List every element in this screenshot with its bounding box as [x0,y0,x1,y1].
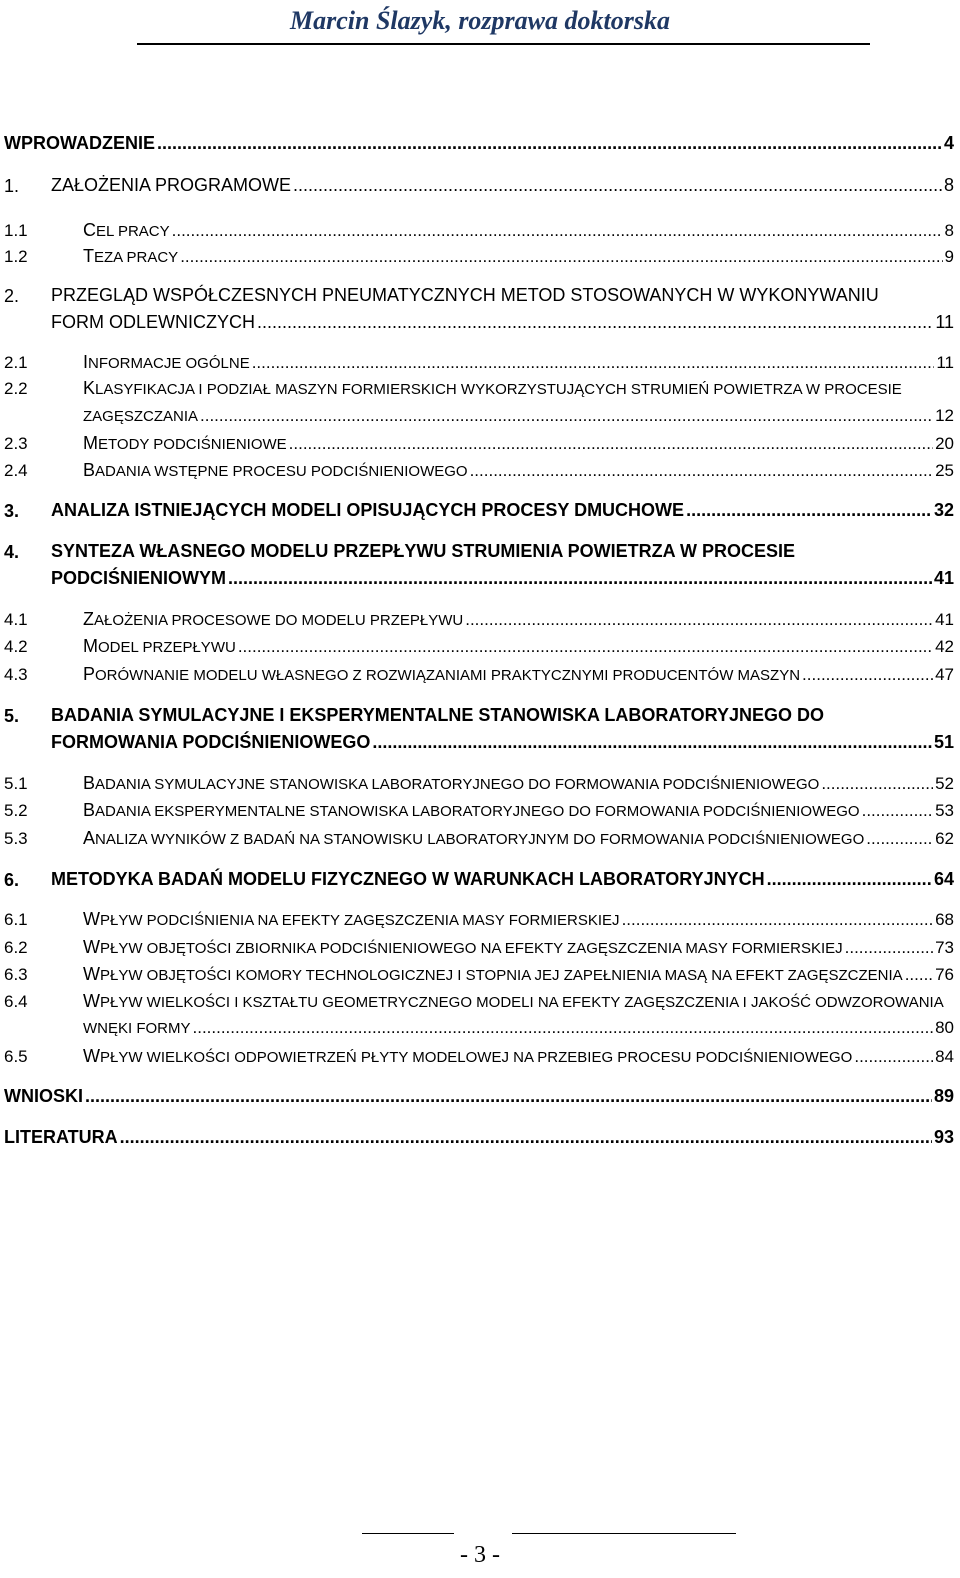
toc-entry-title: WNĘKI FORMY [83,1020,191,1037]
toc-leader-dots [767,869,932,890]
toc-leader-dots [85,1086,932,1107]
toc-entry-line [83,406,954,426]
footer-divider-right [512,1533,736,1534]
toc-leader-dots [289,434,933,454]
toc-entry-title: FORMOWANIA PODCIŚNIENIOWEGO [51,732,371,752]
toc-page-number: 20 [935,434,954,453]
toc-entry-title: EL PRACY [96,223,170,240]
toc-page-number: 76 [935,965,954,984]
toc-page-number: 4 [943,133,954,153]
toc-entry-title: PRZEGLĄD WSPÓŁCZESNYCH PNEUMATYCZNYCH METOD STOSOWANYCH W WYKONYWANIU [51,285,879,305]
toc-entry-title: METODYKA BADAŃ MODELU FIZYCZNEGO W WARUNKACH LABORATORYJNYCH [51,869,765,889]
toc-entry-title: NALIZA WYNIKÓW Z BADAŃ NA STANOWISKU LABORATORYJNYM DO FORMOWANIA PODCIŚNIENIOWEGO [95,831,865,848]
toc-leader-dots [465,610,933,630]
toc-entry-initial: M [83,433,98,453]
toc-leader-dots [157,133,942,154]
toc-leader-dots [228,568,932,589]
toc-page-number: 52 [935,774,954,793]
toc-entry-title: NFORMACJE OGÓLNE [88,355,250,372]
toc-leader-dots [180,247,942,267]
toc-entry-title: LASYFIKACJA I PODZIAŁ MASZYN FORMIERSKICH WYKORZYSTUJĄCYCH STRUMIEŃ POWIETRZA W PROCESIE [95,381,902,398]
toc-entry-line [83,352,954,373]
toc-entry-line [83,1018,954,1038]
toc-entry-line [83,609,954,630]
toc-entry-initial: A [83,828,96,848]
toc-entry-line [51,312,954,333]
toc-page-number: 11 [935,312,954,332]
toc-page-number: 84 [935,1047,954,1066]
toc-page-number: 53 [935,801,954,820]
toc-entry-line [83,636,954,657]
document-header-title: Marcin Ślazyk, rozprawa doktorska [290,6,670,35]
toc-page-number: 47 [935,665,954,684]
toc-entry-initial: W [83,1046,100,1066]
toc-entry-line [83,773,954,794]
toc-entry-number: 4.1 [4,610,28,629]
toc-entry-number: 6.3 [4,965,28,984]
toc-page-number: 89 [933,1086,954,1106]
toc-entry-number: 5. [4,706,20,726]
toc-entry-number: 6. [4,870,20,890]
toc-page-number: 9 [944,247,954,266]
toc-leader-dots [470,461,934,481]
toc-entry-number: 1. [4,176,20,196]
toc-entry-number: 4.3 [4,665,28,684]
toc-entry-number: 2. [4,286,20,306]
toc-entry-initial: W [83,964,100,984]
toc-entry-title: WPROWADZENIE [4,133,155,153]
toc-entry-title: PŁYW PODCIŚNIENIA NA EFEKTY ZAGĘSZCZENIA MASY FORMIERSKIEJ [100,912,620,929]
toc-entry-line [83,909,954,930]
toc-entry-number: 2.1 [4,353,28,372]
toc-entry-line [51,568,954,589]
toc-entry-title: ZAŁOŻENIA PROGRAMOWE [51,175,292,195]
toc-entry-line [83,220,954,241]
toc-entry-title: WNIOSKI [4,1086,83,1106]
toc-page-number: 93 [933,1127,954,1147]
toc-entry-number: 6.4 [4,992,28,1011]
toc-leader-dots [686,500,932,521]
toc-entry-line [51,500,954,521]
toc-leader-dots [854,1047,933,1067]
toc-entry-line [4,1086,954,1107]
toc-entry-title: SYNTEZA WŁASNEGO MODELU PRZEPŁYWU STRUMIENIA POWIETRZA W PROCESIE [51,541,796,561]
toc-page-number: 32 [933,500,954,520]
toc-entry-initial: B [83,800,96,820]
toc-leader-dots [293,175,942,196]
toc-entry-initial: Z [83,609,94,629]
toc-entry-line [83,433,954,454]
toc-entry-title: ZAGĘSZCZANIA [83,408,199,425]
toc-entry-line [83,460,954,481]
toc-entry-title: ORÓWNANIE MODELU WŁASNEGO Z ROZWIĄZANIAMI PRAKTYCZNYMI PRODUCENTÓW MASZYN [95,667,801,684]
toc-page-number: 8 [943,175,954,195]
toc-leader-dots [238,637,933,657]
toc-page-number: 11 [936,353,954,372]
toc-entry-title: ADANIA WSTĘPNE PROCESU PODCIŚNIENIOWEGO [95,463,468,480]
toc-entry-number: 2.4 [4,461,28,480]
toc-leader-dots [200,406,933,426]
toc-leader-dots [257,312,933,333]
toc-entry-first-line [51,285,954,306]
toc-leader-dots [172,221,943,241]
toc-leader-dots [193,1018,934,1038]
toc-leader-dots [622,910,934,930]
toc-entry-initial: I [83,352,89,372]
toc-entry-number: 2.2 [4,379,28,398]
toc-entry-title: PŁYW OBJĘTOŚCI KOMORY TECHNOLOGICZNEJ I STOPNIA JEJ ZAPEŁNIENIA MASĄ NA EFEKT ZAGĘSZCZENIA [100,967,903,984]
toc-entry-number: 1.1 [4,221,28,240]
toc-entry-title: ANALIZA ISTNIEJĄCYCH MODELI OPISUJĄCYCH PROCESY DMUCHOWE [51,500,685,520]
toc-entry-title: ETODY PODCIŚNIENIOWE [98,436,287,453]
toc-entry-line [51,732,954,753]
toc-entry-number: 4.2 [4,637,28,656]
toc-leader-dots [862,801,933,821]
toc-leader-dots [372,732,932,753]
toc-entry-title: FORM ODLEWNICZYCH [51,312,255,332]
toc-entry-number: 6.5 [4,1047,28,1066]
toc-entry-initial: T [83,246,94,266]
toc-entry-line [51,869,954,890]
toc-entry-number: 1.2 [4,247,28,266]
toc-page-number: 51 [933,732,954,752]
toc-entry-title: LITERATURA [4,1127,118,1147]
toc-entry-line [83,828,954,849]
toc-entry-number: 5.3 [4,829,28,848]
toc-entry-line [83,246,954,267]
toc-entry-title: ADANIA SYMULACYJNE STANOWISKA LABORATORYJNEGO DO FORMOWANIA PODCIŚNIENIOWEGO [95,776,820,793]
toc-entry-line [83,664,954,685]
toc-entry-title: AŁOŻENIA PROCESOWE DO MODELU PRZEPŁYWU [94,612,464,629]
toc-page-number: 68 [935,910,954,929]
toc-entry-initial: P [83,664,96,684]
toc-entry-number: 5.1 [4,774,28,793]
toc-entry-number: 3. [4,501,20,521]
header-divider [137,43,870,45]
toc-entry-initial: B [83,460,96,480]
toc-page-number: 41 [933,568,954,588]
toc-page-number: 12 [935,406,954,425]
toc-entry-first-line [51,541,954,562]
toc-entry-line [51,175,954,196]
toc-entry-line [83,964,954,985]
toc-leader-dots [905,965,933,985]
toc-entry-title: PŁYW WIELKOŚCI I KSZTAŁTU GEOMETRYCZNEGO MODELI NA EFEKTY ZAGĘSZCZENIA I JAKOŚĆ ODWZOROWANIA [100,994,944,1011]
toc-entry-first-line [83,378,954,399]
toc-page-number: 73 [935,938,954,957]
toc-entry-title: PŁYW WIELKOŚCI ODPOWIETRZEŃ PŁYTY MODELOWEJ NA PRZEBIEG PROCESU PODCIŚNIENIOWEGO [100,1049,853,1066]
toc-page-number: 8 [944,221,954,240]
toc-entry-first-line [83,991,954,1012]
toc-entry-line [83,1046,954,1067]
page-number: - 3 - [460,1542,500,1568]
toc-leader-dots [821,774,933,794]
toc-entry-number: 6.1 [4,910,28,929]
toc-entry-initial: W [83,909,100,929]
toc-page-number: 41 [935,610,954,629]
toc-entry-number: 6.2 [4,938,28,957]
toc-entry-initial: M [83,636,98,656]
toc-entry-number: 2.3 [4,434,28,453]
toc-leader-dots [802,665,933,685]
toc-entry-title: PODCIŚNIENIOWYM [51,568,227,588]
toc-leader-dots [120,1127,932,1148]
toc-entry-title: BADANIA SYMULACYJNE I EKSPERYMENTALNE STANOWISKA LABORATORYJNEGO DO [51,705,825,725]
toc-entry-title: ADANIA EKSPERYMENTALNE STANOWISKA LABORATORYJNEGO DO FORMOWANIA PODCIŚNIENIOWEGO [95,803,860,820]
toc-page-number: 80 [935,1018,954,1037]
toc-entry-line [83,800,954,821]
toc-entry-line [83,937,954,958]
toc-entry-initial: W [83,937,100,957]
toc-entry-number: 5.2 [4,801,28,820]
toc-entry-title: EZA PRACY [94,249,179,266]
toc-entry-title: ODEL PRZEPŁYWU [98,639,236,656]
toc-leader-dots [845,938,933,958]
toc-leader-dots [252,353,935,373]
toc-entry-initial: K [83,378,96,398]
toc-entry-first-line [51,705,954,726]
toc-entry-title: PŁYW OBJĘTOŚCI ZBIORNIKA PODCIŚNIENIOWEGO NA EFEKTY ZAGĘSZCZENIA MASY FORMIERSKIEJ [100,940,843,957]
toc-entry-initial: W [83,991,100,1011]
toc-entry-initial: C [83,220,96,240]
toc-entry-initial: B [83,773,96,793]
toc-page-number: 64 [933,869,954,889]
toc-entry-line [4,133,954,154]
toc-leader-dots [866,829,933,849]
toc-entry-line [4,1127,954,1148]
toc-page-number: 62 [935,829,954,848]
toc-page-number: 42 [935,637,954,656]
toc-page-number: 25 [935,461,954,480]
footer-divider-left [362,1533,454,1534]
toc-entry-number: 4. [4,542,20,562]
